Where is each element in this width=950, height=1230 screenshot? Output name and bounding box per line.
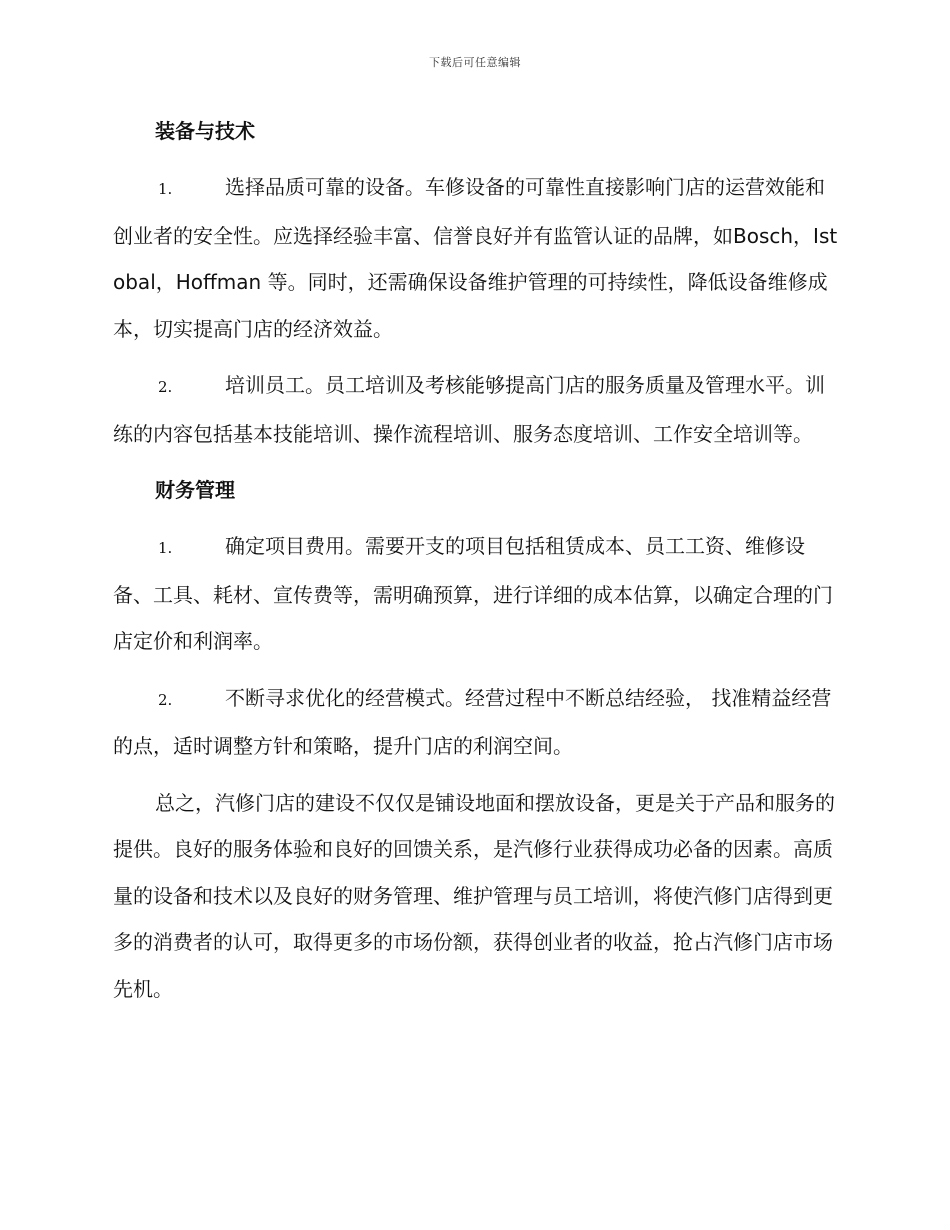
list-item-text: 不断寻求优化的经营模式。经营过程中不断总结经验， 找准精益经营的点，适时调整方针和策略，提升门店的利润空间。 [113, 685, 832, 758]
list-item-text: 选择品质可靠的设备。车修设备的可靠性直接影响门店的运营效能和创业者的安全性。应选择经验丰富、信誉良好并有监管认证的品牌，如Bosch，Istobal，Hoffman 等。同时，还需确保设备维护管理的可持续性，降低设备维修成本，切实提高门店的经济效益。 [113, 175, 838, 341]
list-item [113, 675, 839, 770]
section-heading-equipment: 装备与技术 [155, 119, 255, 143]
list-item [113, 164, 839, 352]
list-item [113, 362, 839, 457]
conclusion-paragraph: 总之，汽修门店的建设不仅仅是铺设地面和摆放设备，更是关于产品和服务的提供。良好的服务体验和良好的回馈关系，是汽修行业获得成功必备的因素。高质量的设备和技术以及良好的财务管理、维护管理与员工培训，将使汽修门店得到更多的消费者的认可，取得更多的市场份额，获得创业者的收益，抢占汽修门店市场先机。 [113, 790, 835, 1001]
page-header-note: 下载后可任意编辑 [429, 56, 521, 69]
list-number: 2. [158, 690, 173, 709]
list-number: 1. [158, 539, 173, 557]
list-item-text: 确定项目费用。需要开支的项目包括租赁成本、员工工资、维修设备、工具、耗材、宣传费等，需明确预算，进行详细的成本估算，以确定合理的门店定价和利润率。 [113, 534, 833, 653]
section-heading-finance: 财务管理 [155, 478, 235, 502]
list-item [113, 523, 839, 665]
list-number: 1. [158, 180, 173, 198]
list-number: 2. [158, 378, 173, 396]
list-item-text: 培训员工。员工培训及考核能够提高门店的服务质量及管理水平。训练的内容包括基本技能培训、操作流程培训、服务态度培训、工作安全培训等。 [113, 373, 825, 446]
document-body [113, 108, 839, 1022]
